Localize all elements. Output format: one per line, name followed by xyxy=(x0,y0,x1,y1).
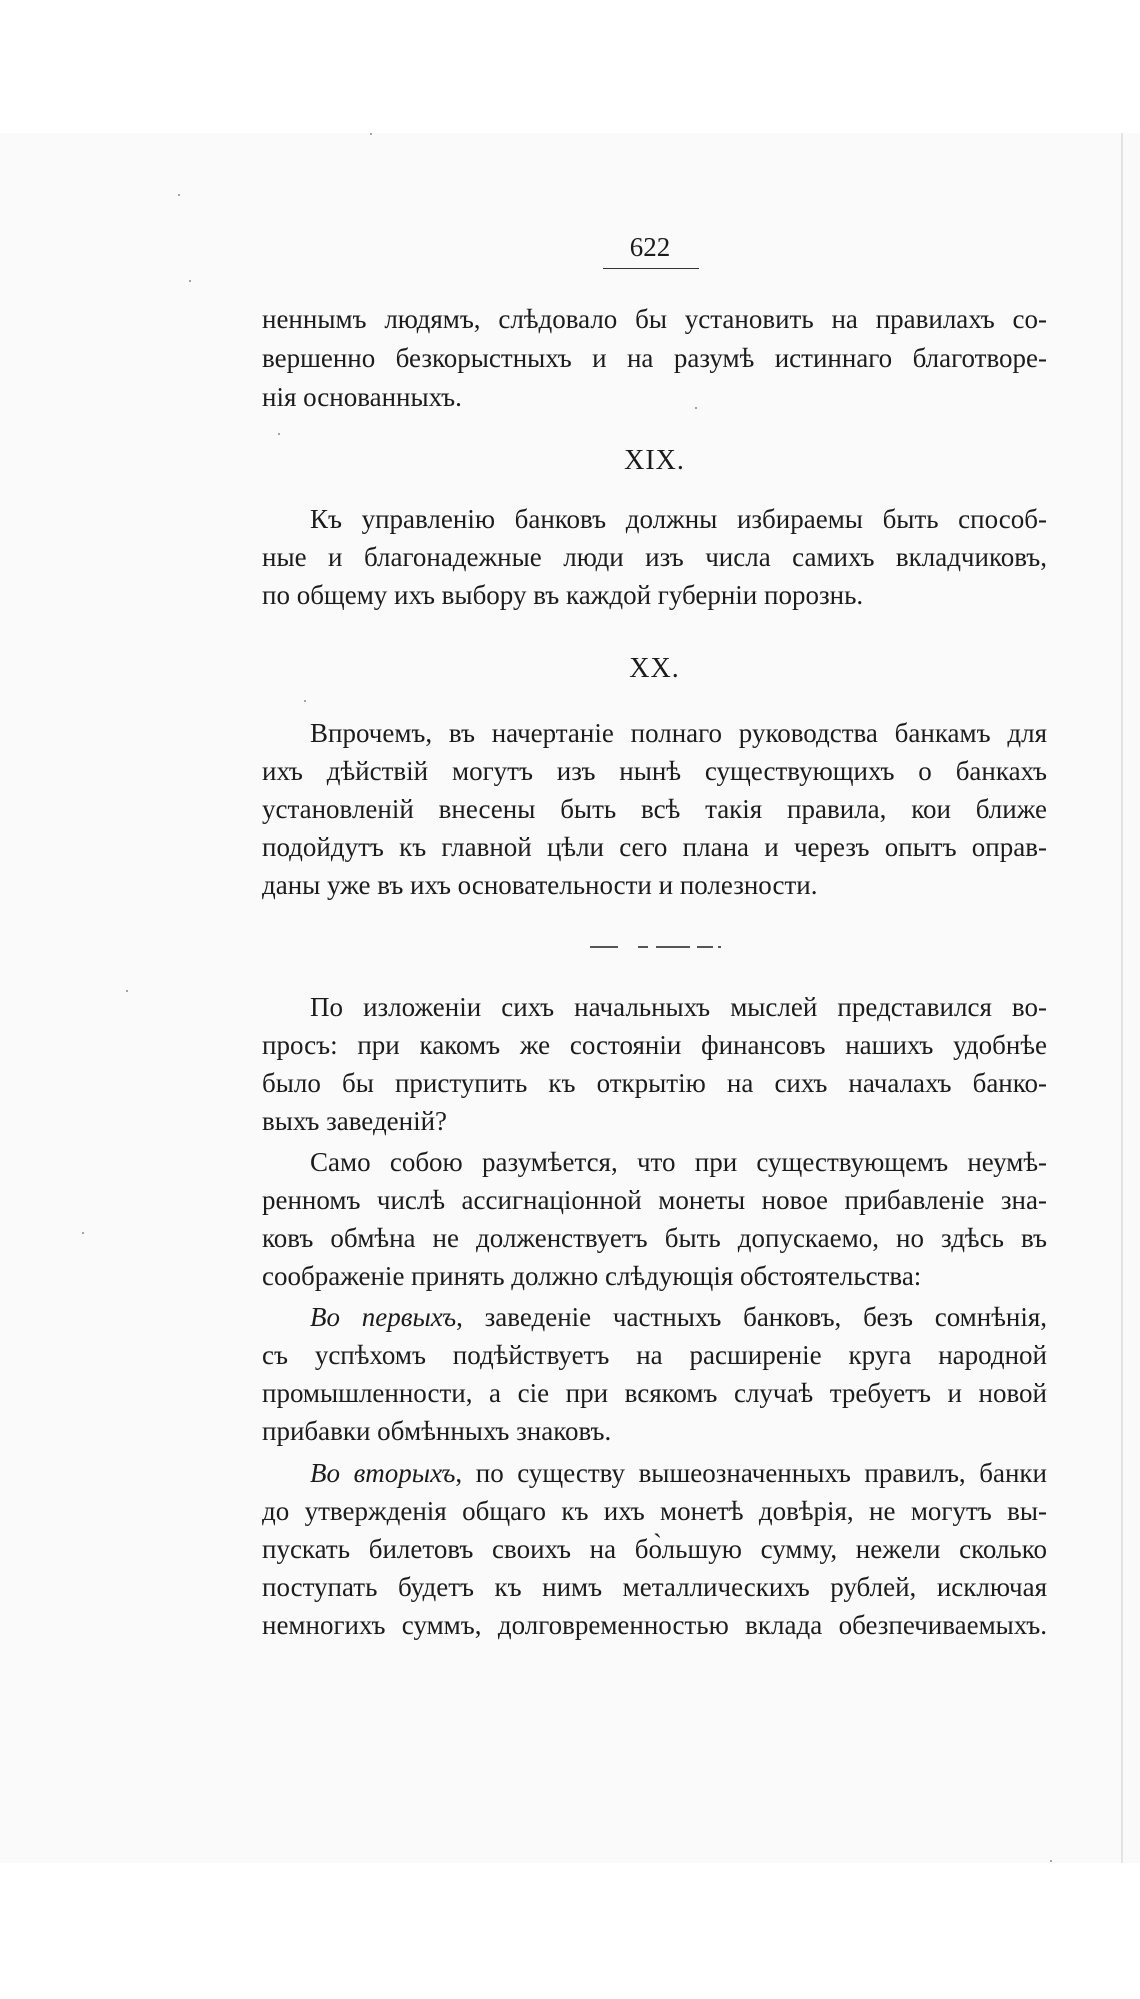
page-edge xyxy=(1121,133,1123,1863)
text-line: ковъ обмѣна не долженствуетъ быть допускаемо, но здѣсь въ xyxy=(262,1223,1047,1253)
text-line: нія основанныхъ. xyxy=(262,382,462,412)
text-line: даны уже въ ихъ основательности и полезности. xyxy=(262,870,818,900)
text-line: просъ: при какомъ же состояніи финансовъ нашихъ удобнѣе xyxy=(262,1030,1047,1060)
section-heading-xix: XIX. xyxy=(624,445,685,476)
section-divider-dash xyxy=(718,946,721,948)
section-divider-dash xyxy=(590,946,618,948)
scan-speck xyxy=(370,133,372,135)
text-line: до утвержденія общаго къ ихъ монетѣ довѣрія, не могутъ вы- xyxy=(262,1496,1047,1526)
text-line: По изложеніи сихъ начальныхъ мыслей представился во- xyxy=(310,992,1047,1022)
text-line: прибавки обмѣнныхъ знаковъ. xyxy=(262,1416,612,1446)
section-divider-dash xyxy=(697,946,713,948)
text-line: немногихъ суммъ, долговременностью вклада обезпечиваемыхъ. xyxy=(262,1610,1047,1640)
text-line: ренномъ числѣ ассигнаціонной монеты новое прибавленіе зна- xyxy=(262,1185,1047,1215)
first-point-rest: , заведеніе частныхъ банковъ, безъ сомнѣнія, xyxy=(456,1302,1047,1332)
text-line: установленій внесены быть всѣ такія правила, кои ближе xyxy=(262,794,1047,824)
text-line: по общему ихъ выбору въ каждой губерніи порознь. xyxy=(262,580,864,610)
considerations-paragraph xyxy=(262,1143,1047,1303)
intro-paragraph xyxy=(262,300,1047,420)
scan-speck xyxy=(178,194,180,196)
text-line: подойдутъ къ главной цѣли сего плана и черезъ опытъ оправ- xyxy=(262,832,1047,862)
page-number-rule xyxy=(603,268,699,269)
section-divider-dash xyxy=(638,946,648,948)
question-paragraph xyxy=(262,988,1047,1148)
scan-speck xyxy=(1050,1860,1052,1862)
section-heading-xx: XX. xyxy=(629,653,680,684)
second-point-rest: , по существу вышеозначенныхъ правилъ, банки xyxy=(455,1458,1048,1488)
section-divider-dash xyxy=(656,946,690,948)
text-line: вершенно безкорыстныхъ и на разумѣ истиннаго благотворе- xyxy=(262,343,1047,373)
section-xix-paragraph xyxy=(262,500,1047,620)
text-line xyxy=(310,1298,1047,1336)
text-line: ихъ дѣйствій могутъ изъ нынѣ существующихъ о банкахъ xyxy=(262,756,1047,786)
first-point-lead: Во первыхъ xyxy=(310,1302,457,1332)
text-line: соображеніе принять должно слѣдующія обстоятельства: xyxy=(262,1261,922,1291)
text-line: Къ управленію банковъ должны избираемы быть способ- xyxy=(310,504,1047,534)
text-line: было бы приступить къ открытію на сихъ началахъ банко- xyxy=(262,1068,1047,1098)
scan-speck xyxy=(278,433,280,435)
text-line: поступать будетъ къ нимъ металлическихъ рублей, исключая xyxy=(262,1572,1047,1602)
section-xx-paragraph xyxy=(262,714,1047,909)
text-line: неннымъ людямъ, слѣдовало бы установить на правилахъ со- xyxy=(262,304,1047,334)
scan-speck xyxy=(304,700,306,702)
text-line: промышленности, а сіе при всякомъ случаѣ требуетъ и новой xyxy=(262,1378,1047,1408)
scan-speck xyxy=(82,1232,84,1234)
first-point-paragraph xyxy=(262,1298,1047,1458)
page-number: 622 xyxy=(629,232,671,262)
second-point-paragraph xyxy=(262,1454,1047,1654)
scan-speck xyxy=(126,990,128,992)
text-line: Впрочемъ, въ начертаніе полнаго руководства банкамъ для xyxy=(310,718,1047,748)
text-line: Само собою разумѣется, что при существующемъ неумѣ- xyxy=(310,1147,1047,1177)
text-line: пускать билетовъ своихъ на бо̀льшую сумму, нежели сколько xyxy=(262,1534,1047,1564)
scan-speck xyxy=(189,280,191,282)
text-line xyxy=(310,1454,1047,1492)
text-line: съ успѣхомъ подѣйствуетъ на расширеніе круга народной xyxy=(262,1340,1047,1370)
text-line: ные и благонадежные люди изъ числа самихъ вкладчиковъ, xyxy=(262,542,1047,572)
text-line: выхъ заведеній? xyxy=(262,1106,448,1136)
second-point-lead: Во вторыхъ xyxy=(310,1458,456,1488)
